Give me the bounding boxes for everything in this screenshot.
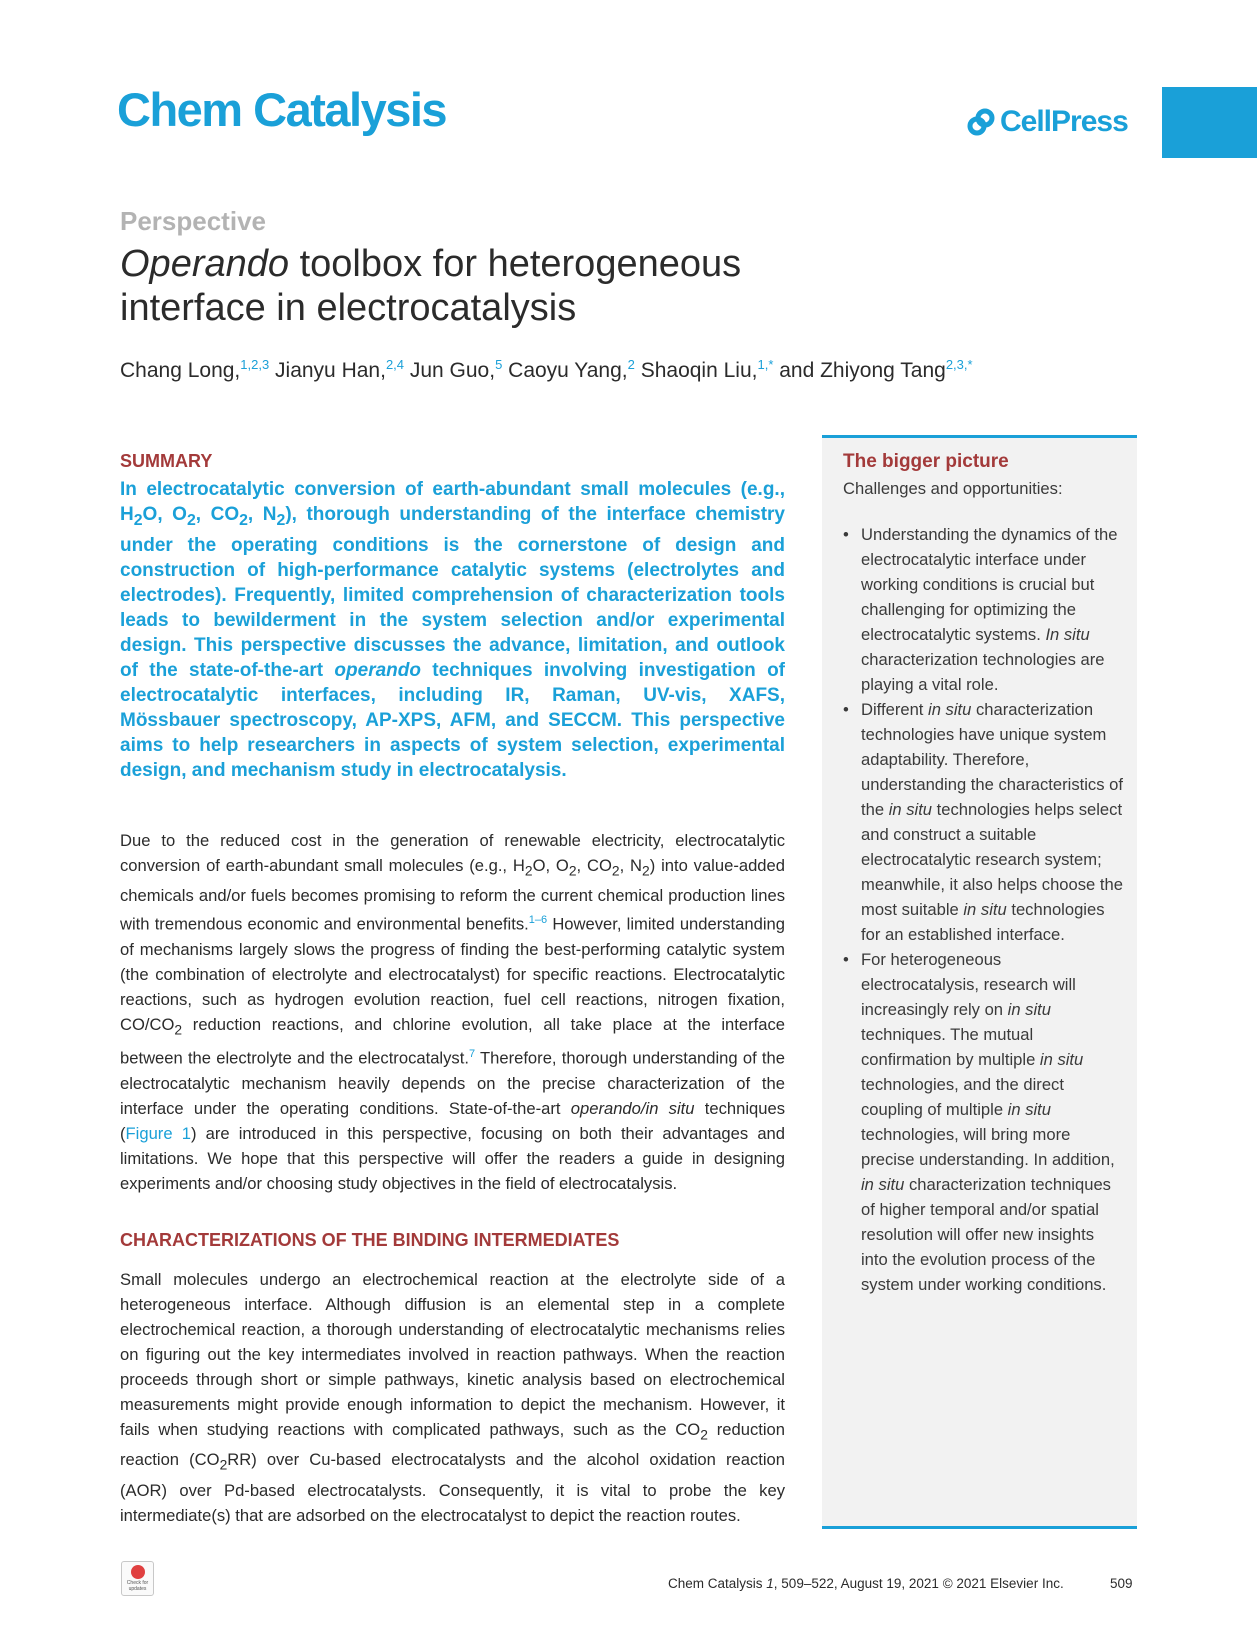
- author-name: Chang Long,: [120, 359, 241, 382]
- corner-tab: [1162, 87, 1257, 158]
- reference-link[interactable]: 1–6: [528, 914, 548, 927]
- bigger-picture-box: [822, 435, 1137, 1529]
- article-type: Perspective: [120, 206, 266, 236]
- author-affiliation[interactable]: 5: [495, 357, 503, 372]
- title-italic: Operando: [120, 243, 290, 285]
- author-list: [120, 357, 973, 383]
- bigger-picture-heading: The bigger picture: [843, 451, 1009, 472]
- page-number: 509: [1110, 1576, 1133, 1591]
- crossmark-label: Check for updates: [126, 1580, 149, 1592]
- article-title: [120, 242, 880, 330]
- journal-title: Chem Catalysis: [117, 83, 447, 136]
- summary-text: In electrocatalytic conversion of earth-abundant small molecules (e.g., $H_2O$, $O_2$, $CO_2$, $N_2$), thorough understanding of the interface chemistry under the operating conditions is the cornerstone of design and construction of high-performance catalytic systems (electrolytes and electrodes). Frequently, limited comprehension of characterization tools leads to bewilderment in the system selection and/or experimental design. This perspective discusses the advance, limitation, and outlook of the state-of-the-art operando techniques involving investigation of electrocatalytic interfaces, including IR, Raman, UV-vis, XAFS, Mössbauer spectroscopy, AP-XPS, AFM, and SECCM. This perspective aims to help researchers in aspects of system selection, experimental design, and mechanism study in electrocatalysis.: [120, 479, 786, 781]
- author-affiliation[interactable]: 1,2,3: [240, 357, 270, 372]
- footer-citation: Chem Catalysis 1, 509–522, August 19, 2021 © 2021 Elsevier Inc.: [668, 1576, 1064, 1591]
- author-name: and Zhiyong Tang: [773, 359, 946, 382]
- section-heading: CHARACTERIZATIONS OF THE BINDING INTERMEDIATES: [120, 1230, 620, 1250]
- reference-link[interactable]: 7: [468, 1048, 476, 1061]
- figure-link[interactable]: Figure 1: [125, 1123, 191, 1143]
- author-name: Caoyu Yang,: [502, 359, 628, 382]
- crossmark-icon: [131, 1565, 145, 1579]
- author-affiliation[interactable]: 2: [627, 357, 635, 372]
- author-affiliation[interactable]: 2,3,*: [945, 357, 973, 372]
- publisher-logo: [966, 105, 1128, 139]
- title-rest: toolbox for heterogeneous interface in electrocatalysis: [120, 243, 742, 329]
- author-affiliation[interactable]: 2,4: [385, 357, 405, 372]
- check-for-updates-button[interactable]: [121, 1561, 154, 1596]
- list-item: • Different in situ characterization technologies have unique system adaptability. Therefore, understanding the characteristics of the in situ technologies helps select and construct a suitable electrocatalytic research system; meanwhile, it also helps choose the most suitable in situ technologies for an established interface.: [843, 697, 1123, 947]
- publisher-name: CellPress: [1000, 105, 1128, 138]
- list-item: • For heterogeneous electrocatalysis, research will increasingly rely on in situ techniques. The mutual confirmation by multiple in situ technologies, and the direct coupling of multiple in situ technologies, will bring more precise understanding. In addition, in situ characterization techniques of higher temporal and/or spatial resolution will offer new insights into the evolution process of the system under working conditions.: [843, 947, 1123, 1297]
- author-affiliation[interactable]: 1,*: [757, 357, 774, 372]
- author-name: Shaoqin Liu,: [634, 359, 758, 382]
- summary-heading: SUMMARY: [120, 451, 213, 471]
- author-name: Jun Guo,: [404, 359, 496, 382]
- body-paragraph: Due to the reduced cost in the generation of renewable electricity, electrocatalytic conversion of earth-abundant small molecules (e.g., $H_2O$, $O_2$, $CO_2$, $N_2$) into value-added chemicals and/or fuels becomes promising to reform the current chemical production lines with tremendous economic and environmental benefits.$^{1-6}$ However, limited understanding of mechanisms largely slows the progress of finding the best-performing catalytic system (the combination of electrolyte and electrocatalyst) for specific reactions. Electrocatalytic reactions, such as hydrogen evolution reaction, fuel cell reactions, nitrogen fixation, $CO/CO_2$ reduction reactions, and chlorine evolution, all take place at the interface between the electrolyte and the electrocatalyst.$^7$ Therefore, thorough understanding of the electrocatalytic mechanism heavily depends on the precise characterization of the interface under the operating conditions. State-of-the-art operando/in situ techniques (Figure 1) are introduced in this perspective, focusing on both their advantages and limitations. We hope that this perspective will offer the readers a guide in designing experiments and/or choosing study objectives in the field of electrocatalysis.: [120, 831, 786, 1193]
- author-name: Jianyu Han,: [269, 359, 386, 382]
- bigger-picture-list: [843, 522, 1123, 1297]
- cellpress-icon: [966, 107, 996, 137]
- bigger-picture-subtitle: Challenges and opportunities:: [843, 479, 1063, 498]
- list-item: • Understanding the dynamics of the electrocatalytic interface under working conditions is crucial but challenging for optimizing the electrocatalytic systems. In situ characterization technologies are playing a vital role.: [843, 522, 1123, 697]
- body-paragraph: Small molecules undergo an electrochemical reaction at the electrolyte side of a heterogeneous interface. Although diffusion is an elemental step in a complete electrochemical reaction, a thorough understanding of electrocatalytic mechanisms relies on figuring out the key intermediates involved in reaction pathways. When the reaction proceeds through short or simple pathways, kinetic analysis based on electrochemical measurements might provide enough information to depict the mechanism. However, it fails when studying reactions with complicated pathways, such as the $CO_2$ reduction reaction $(CO_2RR)$ over Cu-based electrocatalysts and the alcohol oxidation reaction (AOR) over Pd-based electrocatalysts. Consequently, it is vital to probe the key intermediate(s) that are adsorbed on the electrocatalyst to depict the reaction routes.: [120, 1270, 786, 1525]
